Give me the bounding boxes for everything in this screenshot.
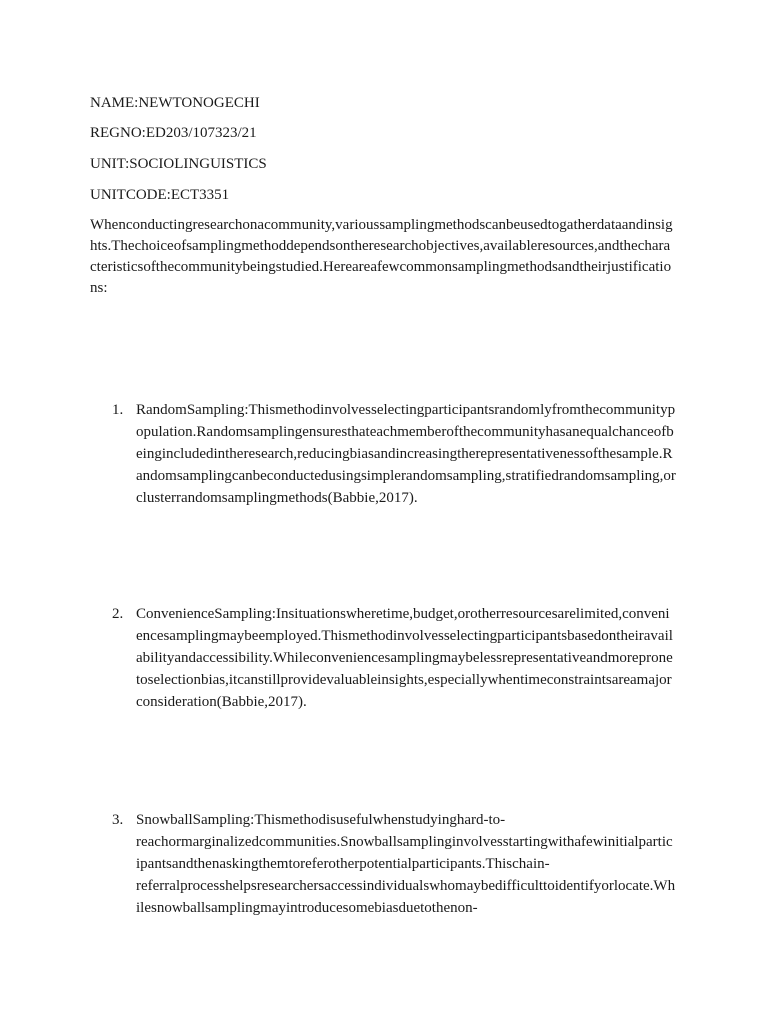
list-number: 1.	[112, 402, 124, 418]
intro-line: cteristicsofthecommunitybeingstudied.Hereareafewcommonsamplingmethodsandtheirjustificatio	[90, 259, 672, 275]
unit-code: UNITCODE:ECT3351	[90, 187, 230, 203]
text-line: referralprocesshelpsresearchersaccessindividualswhomaybedifficulttoidentifyorlocate.Wh	[136, 878, 676, 894]
text-line: eingincludedintheresearch,reducingbiasandincreasingtherepresentativenessofthesample.R	[136, 446, 673, 462]
registration-number: REGNO:ED203/107323/21	[90, 125, 257, 141]
text-line: ConvenienceSampling:Insituationswheretime,budget,orotherresourcesarelimited,conveni	[136, 606, 670, 622]
student-name: NAME:NEWTONOGECHI	[90, 95, 260, 111]
intro-line: ns:	[90, 280, 108, 296]
text-line: toselectionbias,itcanstillprovidevaluableinsights,especiallywhentimeconstraintsareamajor	[136, 672, 672, 688]
list-item-text	[136, 603, 673, 713]
text-line: andomsamplingcanbeconductedusingsimplerandomsampling,stratifiedrandomsampling,or	[136, 468, 676, 484]
unit-name: UNIT:SOCIOLINGUISTICS	[90, 156, 267, 172]
text-line: opulation.Randomsamplingensuresthateachmemberofthecommunityhasanequalchanceofb	[136, 424, 674, 440]
text-line: reachormarginalizedcommunities.Snowballsamplinginvolvesstartingwithafewinitialpartic	[136, 834, 673, 850]
list-item-text	[136, 399, 676, 509]
text-line: ipantsandthenaskingthemtoreferotherpotentialparticipants.Thischain-	[136, 856, 550, 872]
intro-paragraph	[90, 215, 673, 299]
text-line: encesamplingmaybeemployed.Thismethodinvolvesselectingparticipantsbasedontheiravail	[136, 628, 673, 644]
text-line: ilesnowballsamplingmayintroducesomebiasduetothenon-	[136, 900, 478, 916]
intro-line: Whenconductingresearchonacommunity,varioussamplingmethodscanbeusedtogatherdataandinsig	[90, 217, 673, 233]
text-line: RandomSampling:Thismethodinvolvesselectingparticipantsrandomlyfromthecommunityp	[136, 402, 676, 418]
intro-line: hts.Thechoiceofsamplingmethoddependsontheresearchobjectives,availableresources,andthechara	[90, 238, 671, 254]
text-line: abilityandaccessibility.Whileconveniencesamplingmaybelessrepresentativeandmoreprone	[136, 650, 673, 666]
text-line: consideration(Babbie,2017).	[136, 694, 307, 710]
text-line: clusterrandomsamplingmethods(Babbie,2017).	[136, 490, 418, 506]
list-number: 3.	[112, 812, 124, 828]
list-number: 2.	[112, 606, 124, 622]
list-item-text	[136, 809, 675, 919]
text-line: SnowballSampling:Thismethodisusefulwhenstudyinghard-to-	[136, 812, 506, 828]
